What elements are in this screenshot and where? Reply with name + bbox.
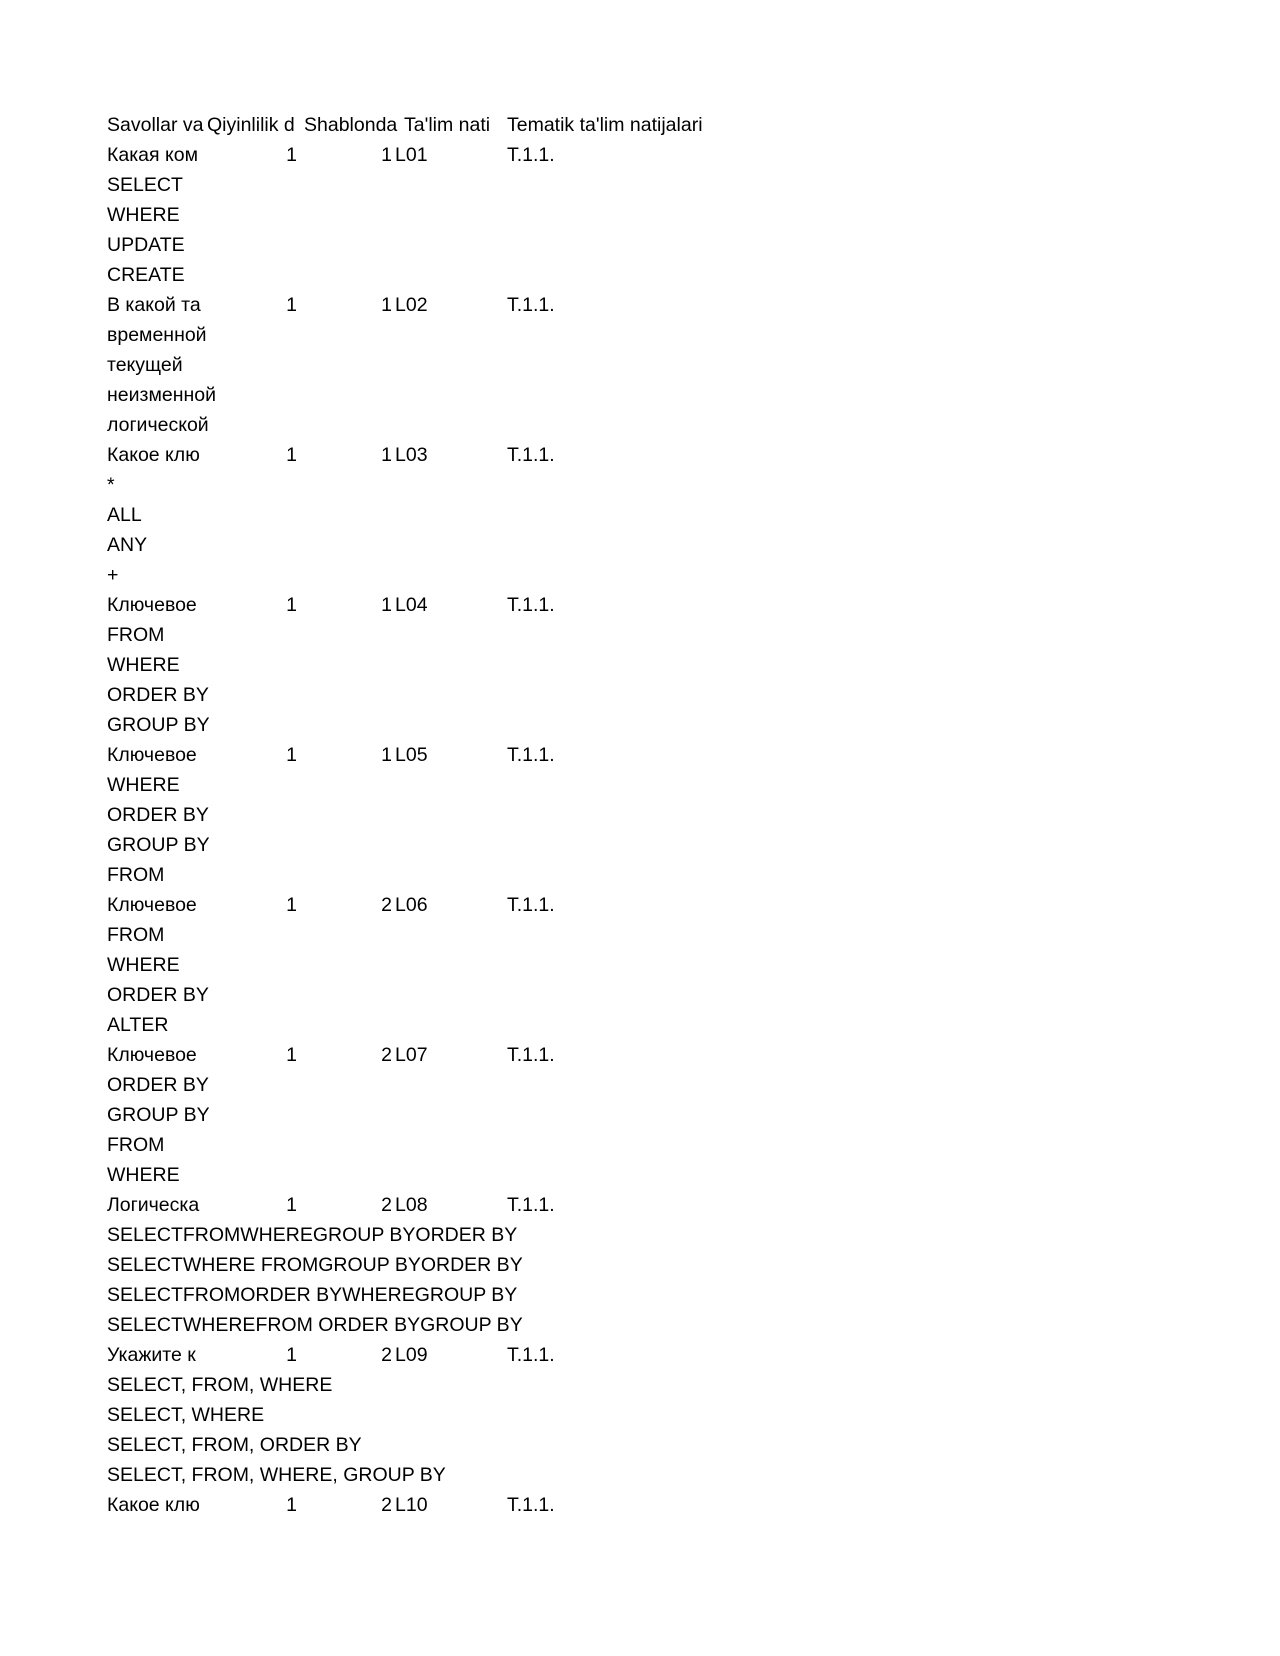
thematic-outcome: T.1.1.: [507, 294, 555, 316]
answer-row: [107, 230, 1187, 260]
question-row: [107, 140, 1187, 170]
question-row: [107, 740, 1187, 770]
template-cell: [304, 1490, 404, 1520]
template-cell: [304, 1190, 404, 1220]
answer-row: [107, 1430, 1187, 1460]
answer-row: [107, 560, 1187, 590]
question-row: [107, 890, 1187, 920]
thematic-outcome: T.1.1.: [507, 744, 555, 766]
header-thematic-outcomes: Tematik ta'lim natijalari: [507, 114, 703, 136]
answer-option: ORDER BY: [107, 984, 209, 1006]
difficulty-value: 1: [286, 444, 297, 466]
answer-row: [107, 320, 1187, 350]
answer-option: FROM: [107, 1134, 165, 1156]
answer-row: [107, 1280, 1187, 1310]
answer-row: [107, 350, 1187, 380]
thematic-outcome: T.1.1.: [507, 444, 555, 466]
answer-row: [107, 260, 1187, 290]
sheet-body: [107, 140, 1187, 1520]
answer-option: SELECT, WHERE: [107, 1404, 265, 1426]
thematic-outcome: T.1.1.: [507, 1494, 555, 1516]
answer-option: FROM: [107, 924, 165, 946]
answer-option: ALTER: [107, 1014, 169, 1036]
question-row: [107, 290, 1187, 320]
difficulty-value: 1: [286, 744, 297, 766]
answer-option: SELECT: [107, 174, 183, 196]
answer-row: [107, 1130, 1187, 1160]
answer-row: [107, 530, 1187, 560]
difficulty-value: 1: [286, 894, 297, 916]
template-cell: [304, 1040, 404, 1070]
template-number: 2: [381, 1344, 392, 1366]
question-row: [107, 440, 1187, 470]
answer-option: SELECT, FROM, WHERE, GROUP BY: [107, 1464, 446, 1486]
answer-row: [107, 470, 1187, 500]
thematic-outcome: T.1.1.: [507, 894, 555, 916]
answer-option: GROUP BY: [107, 834, 210, 856]
learning-outcome-code: L02: [395, 294, 428, 316]
template-cell: [304, 440, 404, 470]
answer-option: FROM: [107, 864, 165, 886]
learning-outcome-code: L01: [395, 144, 428, 166]
answer-option: WHERE: [107, 774, 180, 796]
template-cell: [304, 140, 404, 170]
answer-row: [107, 920, 1187, 950]
answer-option: ORDER BY: [107, 804, 209, 826]
answer-option: SELECTWHERE FROMGROUP BYORDER BY: [107, 1254, 523, 1276]
template-cell: [304, 740, 404, 770]
answer-row: [107, 1220, 1187, 1250]
answer-option: *: [107, 474, 115, 496]
question-text: Ключевое: [107, 744, 197, 766]
difficulty-value: 1: [286, 1044, 297, 1066]
answer-row: [107, 980, 1187, 1010]
answer-option: неизменной: [107, 384, 216, 406]
template-number: 2: [381, 1194, 392, 1216]
answer-row: [107, 620, 1187, 650]
answer-option: ORDER BY: [107, 1074, 209, 1096]
answer-row: [107, 860, 1187, 890]
answer-row: [107, 170, 1187, 200]
thematic-outcome: T.1.1.: [507, 1194, 555, 1216]
question-row: [107, 590, 1187, 620]
template-number: 1: [381, 144, 392, 166]
answer-option: WHERE: [107, 204, 180, 226]
question-text: Какое клю: [107, 1494, 200, 1516]
question-text: Ключевое: [107, 1044, 197, 1066]
answer-row: [107, 950, 1187, 980]
question-text: Логическа: [107, 1194, 200, 1216]
answer-row: [107, 1400, 1187, 1430]
answer-option: текущей: [107, 354, 183, 376]
answer-row: [107, 1370, 1187, 1400]
answer-option: FROM: [107, 624, 165, 646]
answer-row: [107, 650, 1187, 680]
learning-outcome-code: L10: [395, 1494, 428, 1516]
template-number: 2: [381, 894, 392, 916]
difficulty-value: 1: [286, 294, 297, 316]
answer-row: [107, 710, 1187, 740]
question-text: Ключевое: [107, 594, 197, 616]
template-number: 1: [381, 294, 392, 316]
learning-outcome-code: L09: [395, 1344, 428, 1366]
answer-row: [107, 500, 1187, 530]
learning-outcome-code: L06: [395, 894, 428, 916]
answer-option: SELECT, FROM, WHERE: [107, 1374, 333, 1396]
answer-option: ORDER BY: [107, 684, 209, 706]
header-learning-outcome: Ta'lim nati: [404, 114, 491, 136]
answer-option: WHERE: [107, 1164, 180, 1186]
answer-option: временной: [107, 324, 207, 346]
difficulty-value: 1: [286, 144, 297, 166]
answer-row: [107, 380, 1187, 410]
spreadsheet-page: [107, 110, 1187, 1520]
answer-option: GROUP BY: [107, 1104, 210, 1126]
template-number: 1: [381, 594, 392, 616]
answer-option: логической: [107, 414, 209, 436]
answer-option: ANY: [107, 534, 148, 556]
answer-option: SELECT, FROM, ORDER BY: [107, 1434, 362, 1456]
answer-option: SELECTFROMWHEREGROUP BYORDER BY: [107, 1224, 518, 1246]
learning-outcome-code: L04: [395, 594, 428, 616]
difficulty-value: 1: [286, 1494, 297, 1516]
answer-row: [107, 1250, 1187, 1280]
thematic-outcome: T.1.1.: [507, 1344, 555, 1366]
header-row: [107, 110, 1187, 140]
answer-row: [107, 1010, 1187, 1040]
difficulty-value: 1: [286, 594, 297, 616]
answer-option: GROUP BY: [107, 714, 210, 736]
answer-row: [107, 830, 1187, 860]
thematic-outcome: T.1.1.: [507, 1044, 555, 1066]
answer-row: [107, 1460, 1187, 1490]
answer-option: CREATE: [107, 264, 185, 286]
template-cell: [304, 1340, 404, 1370]
answer-row: [107, 800, 1187, 830]
template-number: 1: [381, 744, 392, 766]
question-text: Ключевое: [107, 894, 197, 916]
answer-row: [107, 410, 1187, 440]
answer-option: SELECTFROMORDER BYWHEREGROUP BY: [107, 1284, 518, 1306]
template-cell: [304, 890, 404, 920]
answer-row: [107, 1070, 1187, 1100]
header-template: Shablonda: [304, 114, 398, 136]
answer-option: SELECTWHEREFROM ORDER BYGROUP BY: [107, 1314, 523, 1336]
template-number: 1: [381, 444, 392, 466]
difficulty-value: 1: [286, 1344, 297, 1366]
learning-outcome-code: L07: [395, 1044, 428, 1066]
question-row: [107, 1190, 1187, 1220]
answer-row: [107, 1100, 1187, 1130]
answer-option: WHERE: [107, 654, 180, 676]
thematic-outcome: T.1.1.: [507, 594, 555, 616]
learning-outcome-code: L05: [395, 744, 428, 766]
template-cell: [304, 290, 404, 320]
learning-outcome-code: L03: [395, 444, 428, 466]
question-row: [107, 1490, 1187, 1520]
header-questions: Savollar va: [107, 114, 204, 136]
answer-option: ALL: [107, 504, 142, 526]
thematic-outcome: T.1.1.: [507, 144, 555, 166]
answer-row: [107, 200, 1187, 230]
answer-row: [107, 680, 1187, 710]
learning-outcome-code: L08: [395, 1194, 428, 1216]
header-difficulty: Qiyinlilik d: [207, 114, 295, 136]
question-text: В какой та: [107, 294, 201, 316]
question-text: Укажите к: [107, 1344, 196, 1366]
question-text: Какая ком: [107, 144, 198, 166]
answer-row: [107, 770, 1187, 800]
template-number: 2: [381, 1044, 392, 1066]
answer-row: [107, 1160, 1187, 1190]
difficulty-value: 1: [286, 1194, 297, 1216]
question-row: [107, 1040, 1187, 1070]
answer-row: [107, 1310, 1187, 1340]
question-text: Какое клю: [107, 444, 200, 466]
answer-option: UPDATE: [107, 234, 185, 256]
question-row: [107, 1340, 1187, 1370]
template-cell: [304, 590, 404, 620]
answer-option: +: [107, 564, 119, 586]
template-number: 2: [381, 1494, 392, 1516]
answer-option: WHERE: [107, 954, 180, 976]
